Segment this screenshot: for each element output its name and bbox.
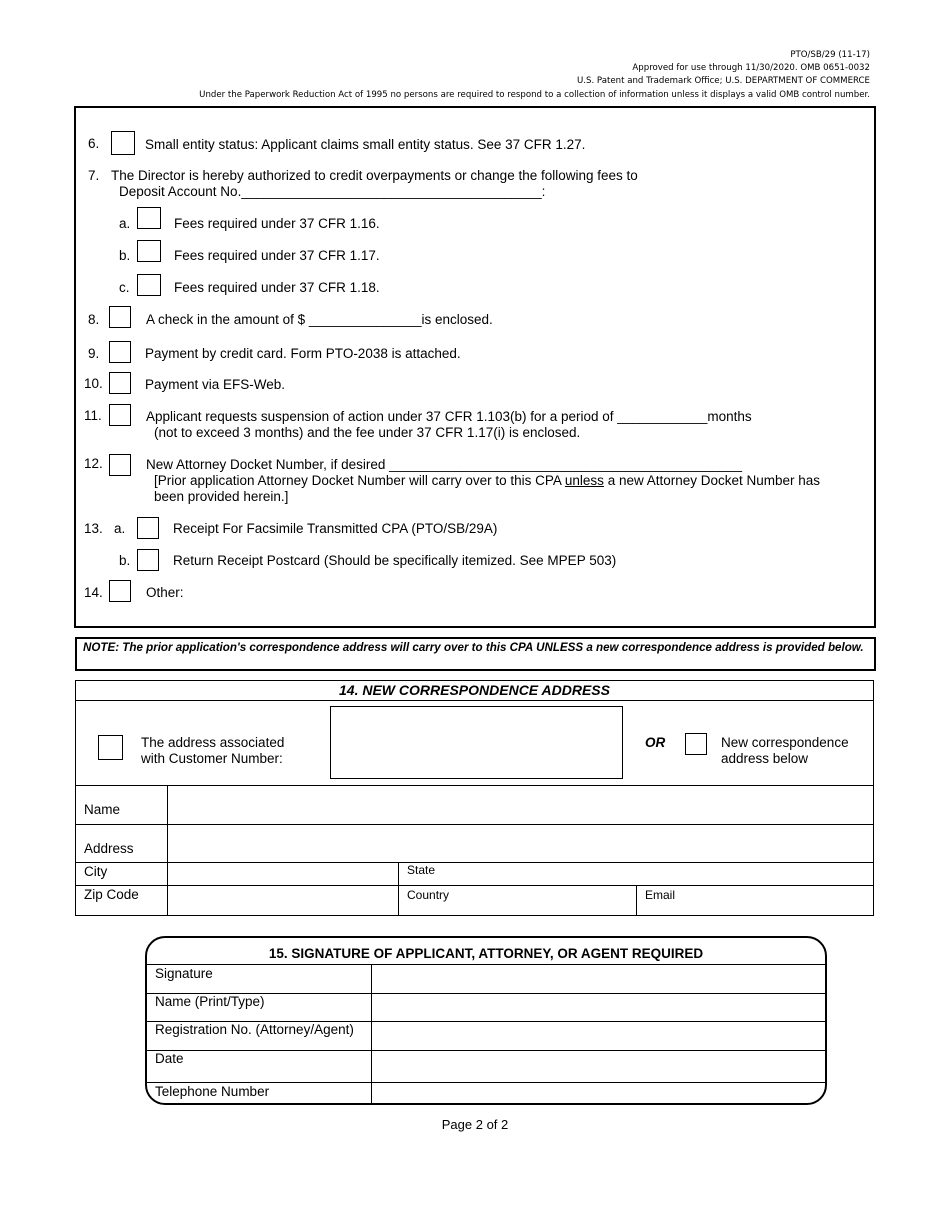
- item-11-number: 11.: [84, 408, 102, 423]
- signature-field[interactable]: [372, 965, 825, 993]
- item-12-note-2: been provided herein.]: [154, 489, 289, 504]
- registration-field[interactable]: [372, 1022, 825, 1050]
- item-14-checkbox[interactable]: [109, 580, 131, 602]
- page-number: Page 2 of 2: [441, 1117, 509, 1132]
- approval-text: Approved for use through 11/30/2020. OMB 0651-0032: [632, 63, 870, 74]
- item-13a-text: Receipt For Facsimile Transmitted CPA (PTO/SB/29A): [173, 521, 498, 536]
- item-12-checkbox[interactable]: [109, 454, 131, 476]
- correspondence-address-title: 14. NEW CORRESPONDENCE ADDRESS: [339, 682, 610, 698]
- item-10-number: 10.: [84, 376, 103, 391]
- address-field[interactable]: [168, 825, 873, 861]
- item-11-text-2: (not to exceed 3 months) and the fee under 37 CFR 1.17(i) is enclosed.: [154, 425, 581, 440]
- item-9-checkbox[interactable]: [109, 341, 131, 363]
- item-12-note-post: a new Attorney Docket Number has: [603, 473, 821, 488]
- customer-number-label-2: with Customer Number:: [141, 751, 283, 766]
- item-6-number: 6.: [88, 136, 100, 151]
- item-12-note-unless: unless: [564, 473, 604, 488]
- item-12-note-pre: [Prior application Attorney Docket Number will carry over to this CPA: [154, 473, 565, 488]
- new-address-label-2: address below: [721, 751, 809, 766]
- address-label: Address: [84, 841, 134, 856]
- print-name-field[interactable]: [372, 994, 825, 1021]
- item-10-text: Payment via EFS-Web.: [145, 377, 286, 392]
- item-13a-checkbox[interactable]: [137, 517, 159, 539]
- signature-title: 15. SIGNATURE OF APPLICANT, ATTORNEY, OR AGENT REQUIRED: [268, 946, 704, 961]
- state-field[interactable]: [399, 863, 873, 884]
- item-7a-text: Fees required under 37 CFR 1.16.: [174, 216, 380, 231]
- item-6-text: Small entity status: Applicant claims small entity status. See 37 CFR 1.27.: [145, 137, 586, 152]
- correspondence-note: NOTE: The prior application's correspondence address will carry over to this CPA UNLESS a new correspondence address is provided below.: [75, 637, 876, 671]
- paperwork-text: Under the Paperwork Reduction Act of 1995 no persons are required to respond to a collection of information unless it displays a valid OMB control number.: [199, 89, 870, 100]
- item-13b-letter: b.: [119, 553, 131, 568]
- item-12-note: [154, 473, 820, 489]
- item-13b-text: Return Receipt Postcard (Should be specifically itemized. See MPEP 503): [173, 553, 617, 568]
- or-label: OR: [645, 735, 666, 750]
- country-label: Country: [407, 888, 450, 902]
- customer-number-label-1: The address associated: [141, 735, 285, 750]
- email-field[interactable]: [637, 886, 873, 915]
- item-13a-letter: a.: [114, 521, 126, 536]
- signature-label: Signature: [155, 966, 213, 981]
- country-field[interactable]: [399, 886, 635, 915]
- correspondence-address-section: [75, 680, 874, 916]
- item-13-number: 13.: [84, 521, 103, 536]
- item-8-number: 8.: [88, 312, 100, 327]
- date-label: Date: [155, 1051, 184, 1066]
- item-14-number: 14.: [84, 585, 103, 600]
- zip-field[interactable]: [168, 886, 397, 915]
- signature-section: [145, 936, 827, 1105]
- item-7-deposit-account: Deposit Account No.________________________________________:: [119, 184, 546, 199]
- telephone-field[interactable]: [372, 1083, 825, 1105]
- telephone-label: Telephone Number: [155, 1084, 270, 1099]
- item-8-text: A check in the amount of $ _______________is enclosed.: [146, 312, 493, 327]
- item-12-number: 12.: [84, 456, 103, 471]
- new-address-checkbox[interactable]: [685, 733, 707, 755]
- item-6-checkbox[interactable]: [111, 131, 135, 155]
- print-name-label: Name (Print/Type): [155, 994, 265, 1009]
- item-7c-checkbox[interactable]: [137, 274, 161, 296]
- name-label: Name: [84, 802, 121, 817]
- item-7c-text: Fees required under 37 CFR 1.18.: [174, 280, 380, 295]
- city-field[interactable]: [168, 863, 397, 884]
- office-text: U.S. Patent and Trademark Office; U.S. DEPARTMENT OF COMMERCE: [576, 76, 870, 87]
- item-13b-checkbox[interactable]: [137, 549, 159, 571]
- form-header: [199, 49, 870, 102]
- customer-number-checkbox[interactable]: [98, 735, 123, 760]
- state-label: State: [407, 863, 436, 877]
- item-14-text: Other:: [146, 585, 184, 600]
- item-12-text: New Attorney Docket Number, if desired _______________________________________________: [146, 457, 742, 472]
- item-7a-checkbox[interactable]: [137, 207, 161, 229]
- zip-label: Zip Code: [84, 887, 139, 902]
- item-7-text: The Director is hereby authorized to credit overpayments or change the following fees to: [111, 168, 638, 183]
- item-7-number: 7.: [88, 168, 100, 183]
- item-7c-letter: c.: [119, 280, 130, 295]
- new-address-label-1: New correspondence: [721, 735, 849, 750]
- date-field[interactable]: [372, 1051, 825, 1082]
- item-10-checkbox[interactable]: [109, 372, 131, 394]
- item-9-text: Payment by credit card. Form PTO-2038 is attached.: [145, 346, 461, 361]
- item-11-checkbox[interactable]: [109, 404, 131, 426]
- item-7b-text: Fees required under 37 CFR 1.17.: [174, 248, 380, 263]
- item-7b-checkbox[interactable]: [137, 240, 161, 262]
- customer-number-field[interactable]: [330, 706, 623, 779]
- item-7a-letter: a.: [119, 216, 131, 231]
- item-9-number: 9.: [88, 346, 100, 361]
- item-11-text: Applicant requests suspension of action under 37 CFR 1.103(b) for a period of ____________months: [146, 409, 752, 424]
- item-7b-letter: b.: [119, 248, 131, 263]
- city-label: City: [84, 864, 108, 879]
- email-label: Email: [645, 888, 676, 902]
- form-id: PTO/SB/29 (11-17): [790, 50, 870, 60]
- name-field[interactable]: [168, 786, 873, 823]
- registration-label: Registration No. (Attorney/Agent): [155, 1022, 354, 1037]
- item-8-checkbox[interactable]: [109, 306, 131, 328]
